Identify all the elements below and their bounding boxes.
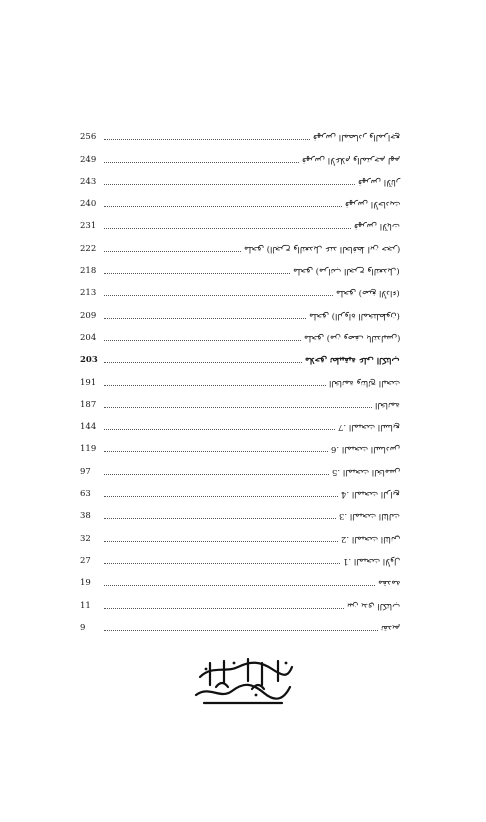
toc-page-number: 119 bbox=[80, 444, 97, 455]
toc-title: ملحق (صيغ الأداء) bbox=[336, 288, 400, 299]
toc-leader-dots bbox=[104, 407, 372, 408]
toc-entry bbox=[80, 187, 400, 209]
toc-title: 5. المبحث الخامس bbox=[331, 466, 400, 477]
toc-page-number: 249 bbox=[80, 154, 97, 165]
toc-title: 3. المبحث الثالث bbox=[339, 511, 400, 522]
toc-title: 2. المبحث الثاني bbox=[340, 533, 400, 544]
toc-entry bbox=[80, 477, 400, 499]
toc-entry bbox=[80, 611, 400, 633]
toc-leader-dots bbox=[104, 518, 336, 519]
toc-leader-dots bbox=[104, 139, 310, 140]
toc-entry bbox=[80, 388, 400, 410]
toc-leader-dots bbox=[104, 318, 306, 319]
toc-leader-dots bbox=[104, 162, 299, 163]
toc-page-number: 9 bbox=[80, 622, 86, 633]
toc-entry bbox=[80, 276, 400, 298]
toc-leader-dots bbox=[104, 206, 342, 207]
toc-leader-dots bbox=[104, 295, 333, 296]
toc-leader-dots bbox=[104, 362, 302, 363]
toc-page-number: 11 bbox=[80, 600, 91, 611]
toc-title: تقديم bbox=[380, 622, 400, 633]
toc-entry bbox=[80, 365, 400, 387]
toc-title: فهرس المصادر والمراجع bbox=[313, 132, 400, 143]
toc-entry bbox=[80, 521, 400, 543]
toc-entry bbox=[80, 566, 400, 588]
toc-leader-dots bbox=[104, 474, 329, 475]
toc-title: الخاتمة bbox=[375, 399, 400, 410]
toc-leader-dots bbox=[104, 184, 355, 185]
toc-title: فهرس الأعلام والمترجم لهم bbox=[301, 154, 400, 165]
toc-entry bbox=[80, 454, 400, 476]
toc-page-number: 187 bbox=[80, 399, 97, 410]
toc-title: 1. المبحث الأول bbox=[342, 555, 400, 566]
toc-page-number: 32 bbox=[80, 533, 91, 544]
toc-page-number: 240 bbox=[80, 199, 97, 210]
toc-leader-dots bbox=[104, 251, 241, 252]
toc-leader-dots bbox=[104, 496, 338, 497]
toc-entry bbox=[80, 254, 400, 276]
toc-entry bbox=[80, 231, 400, 253]
toc-leader-dots bbox=[104, 630, 378, 631]
toc-page-number: 222 bbox=[80, 243, 97, 254]
table-of-contents bbox=[80, 120, 400, 633]
toc-entry bbox=[80, 410, 400, 432]
toc-title: ملاحق تطبيقية على الكتاب bbox=[305, 355, 400, 366]
toc-page-number: 203 bbox=[80, 355, 98, 366]
toc-page-number: 97 bbox=[80, 466, 91, 477]
toc-page-number: 209 bbox=[80, 310, 97, 321]
toc-title: 7. المبحث السابع bbox=[338, 422, 400, 433]
toc-entry bbox=[80, 499, 400, 521]
calligraphy-seal bbox=[190, 655, 296, 707]
toc-title: الخاتمة ونتائج البحث bbox=[328, 377, 400, 388]
toc-leader-dots bbox=[104, 385, 326, 386]
toc-leader-dots bbox=[104, 340, 301, 341]
toc-page-number: 19 bbox=[80, 578, 91, 589]
toc-entry bbox=[80, 298, 400, 320]
toc-entry bbox=[80, 588, 400, 610]
toc-page-number: 243 bbox=[80, 176, 97, 187]
toc-entry bbox=[80, 343, 400, 365]
toc-title: مقدمة bbox=[377, 578, 400, 589]
toc-leader-dots bbox=[104, 451, 328, 452]
toc-entry bbox=[80, 209, 400, 231]
toc-title: ملحق (من وصف بالتدليس) bbox=[303, 332, 400, 343]
toc-page-number: 191 bbox=[80, 377, 97, 388]
toc-page-number: 256 bbox=[80, 132, 97, 143]
toc-entry bbox=[80, 321, 400, 343]
toc-page-number: 27 bbox=[80, 555, 91, 566]
toc-page-number: 213 bbox=[80, 288, 97, 299]
toc-title: بين يدي الكتاب bbox=[346, 600, 400, 611]
toc-title: ملحق (مراتب الجرح والتعديل) bbox=[293, 266, 400, 277]
toc-leader-dots bbox=[104, 429, 335, 430]
toc-page-number: 218 bbox=[80, 266, 97, 277]
toc-leader-dots bbox=[104, 608, 344, 609]
toc-title: فهرس الأحاديث bbox=[344, 199, 400, 210]
toc-title: ملحق (الرواة المختلطون) bbox=[309, 310, 400, 321]
toc-leader-dots bbox=[104, 541, 338, 542]
toc-leader-dots bbox=[104, 228, 351, 229]
toc-page-number: 63 bbox=[80, 489, 91, 500]
toc-leader-dots bbox=[104, 273, 290, 274]
toc-title: فهرس الآيات bbox=[354, 221, 400, 232]
toc-leader-dots bbox=[104, 563, 340, 564]
toc-page-number: 144 bbox=[80, 422, 97, 433]
toc-page-number: 38 bbox=[80, 511, 91, 522]
toc-entry bbox=[80, 432, 400, 454]
toc-title: فهرس الآثار bbox=[357, 176, 400, 187]
toc-title: 6. المبحث السادس bbox=[330, 444, 400, 455]
toc-entry bbox=[80, 120, 400, 142]
toc-title: ملحق (الجرح والتعديل عند الحافظ ابن حجر) bbox=[243, 243, 400, 254]
toc-leader-dots bbox=[104, 585, 375, 586]
toc-entry bbox=[80, 142, 400, 164]
toc-page-number: 231 bbox=[80, 221, 97, 232]
toc-page-number: 204 bbox=[80, 332, 97, 343]
toc-title: 4. المبحث الرابع bbox=[341, 489, 400, 500]
toc-entry bbox=[80, 544, 400, 566]
toc-entry bbox=[80, 165, 400, 187]
